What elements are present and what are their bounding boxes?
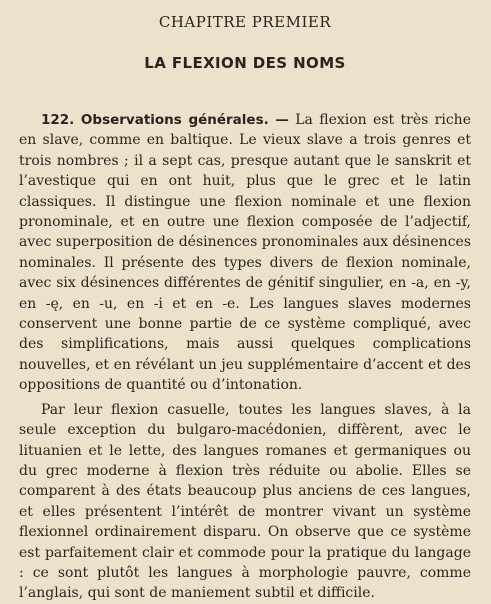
paragraph-observations <box>19 110 471 396</box>
body-text <box>19 110 471 604</box>
paragraph-heading: 122. Observations générales. — <box>41 112 289 128</box>
section-title: LA FLEXION DES NOMS <box>144 54 346 72</box>
chapter-heading: CHAPITRE PREMIER <box>158 13 332 31</box>
paragraph-flexion-casuelle: Par leur flexion casuelle, toutes les langues slaves, à la seule exception du bulgaro-macédonien, diffèrent, avec le lituanien et le lette, des langues romanes et germaniques ou du grec moderne à flexion très réduite ou abolie. Elles se comparent à des états beaucoup plus anciens de ces langues, et elles présentent l’intérêt de montrer vivant un système flexionnel ordinairement disparu. On observe que ce système est parfaitement clair et commode pour la pratique du langage : ce sont plutôt les langues à morphologie pauvre, comme l’anglais, qui sont de maniement subtil et difficile. <box>19 401 471 602</box>
paragraph-text: La flexion est très riche en slave, comme en baltique. Le vieux slave a trois genres et trois nombres ; il a sept cas, presque autant que le sanskrit et l’avestique qui en ont huit, plus que le grec et le latin classiques. Il distingue une flexion nominale et une flexion pronominale, et en outre une flexion composée de l’adjectif, avec superposition de désinences pronominales aux désinences nominales. Il présente des types divers de flexion nominale, avec six désinences différentes de génitif singulier, en -a, en -y, en -ę, en -u, en -i et en -e. Les langues slaves modernes conservent une bonne partie de ce système compliqué, avec des simplifications, mais aussi quelques complications nouvelles, et en révélant un jeu supplémentaire d’accent et des oppositions de quantité ou d’intonation. <box>19 112 471 394</box>
